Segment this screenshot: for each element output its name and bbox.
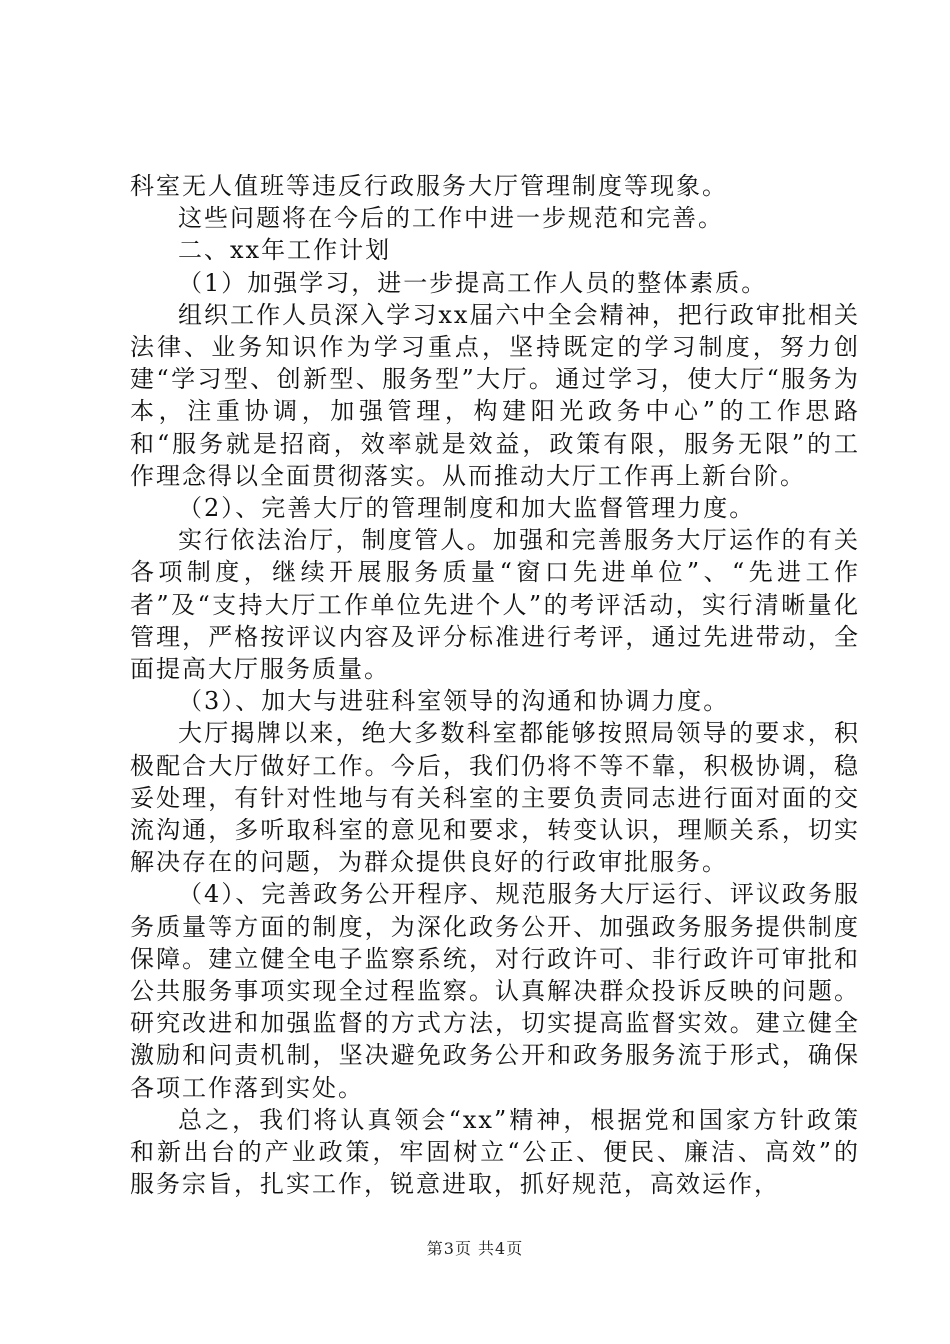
paragraph-conclusion: 总之，我们将认真领会“xx”精神，根据党和国家方针政策和新出台的产业政策，牢固树立“公正、便民、廉洁、高效”的服务宗旨，扎实工作，锐意进取，抓好规范，高效运作， — [130, 1105, 860, 1199]
subheading-3: （3）、加大与进驻科室领导的沟通和协调力度。 — [178, 687, 730, 716]
section-heading-work-plan: 二、xx年工作计划 — [178, 236, 392, 265]
paragraph-3: 大厅揭牌以来，绝大多数科室都能够按照局领导的要求，积极配合大厅做好工作。今后，我们仍将不等不靠，积极协调，稳妥处理，有针对性地与有关科室的主要负责同志进行面对面的交流沟通，多听取科室的意见和要求，转变认识，理顺关系，切实解决存在的问题，为群众提供良好的行政审批服务。 — [130, 719, 860, 877]
paragraph-continuation: 科室无人值班等违反行政服务大厅管理制度等现象。 — [130, 172, 728, 200]
paragraph-4: （4）、完善政务公开程序、规范服务大厅运行、评议政务服务质量等方面的制度，为深化政务公开、加强政务服务提供制度保障。建立健全电子监察系统，对行政许可、非行政许可审批和公共服务事项实现全过程监察。认真解决群众投诉反映的问题。研究改进和加强监督的方式方法，切实提高监督实效。建立健全激励和问责机制，坚决避免政务公开和政务服务流于形式，确保各项工作落到实处。 — [130, 880, 860, 1102]
page-number-footer: 第3页 共4页 — [426, 1239, 524, 1258]
subheading-2: （2）、完善大厅的管理制度和加大监督管理力度。 — [178, 494, 756, 523]
paragraph-1: 组织工作人员深入学习xx届六中全会精神，把行政审批相关法律、业务知识作为学习重点，坚持既定的学习制度，努力创建“学习型、创新型、服务型”大厅。通过学习，使大厅“服务为本，注重协调，加强管理，构建阳光政务中心”的工作思路和“服务就是招商，效率就是效益，政策有限，服务无限”的工作理念得以全面贯彻落实。从而推动大厅工作再上新台阶。 — [130, 300, 860, 490]
subheading-1: （1）加强学习，进一步提高工作人员的整体素质。 — [178, 268, 768, 297]
document-body — [130, 170, 860, 1201]
paragraph-problem-summary: 这些问题将在今后的工作中进一步规范和完善。 — [178, 204, 724, 233]
paragraph-2: 实行依法治厅，制度管人。加强和完善服务大厅运作的有关各项制度，继续开展服务质量“窗口先进单位”、“先进工作者”及“支持大厅工作单位先进个人”的考评活动，实行清晰量化管理，严格按评议内容及评分标准进行考评，通过先进带动，全面提高大厅服务质量。 — [130, 526, 860, 684]
